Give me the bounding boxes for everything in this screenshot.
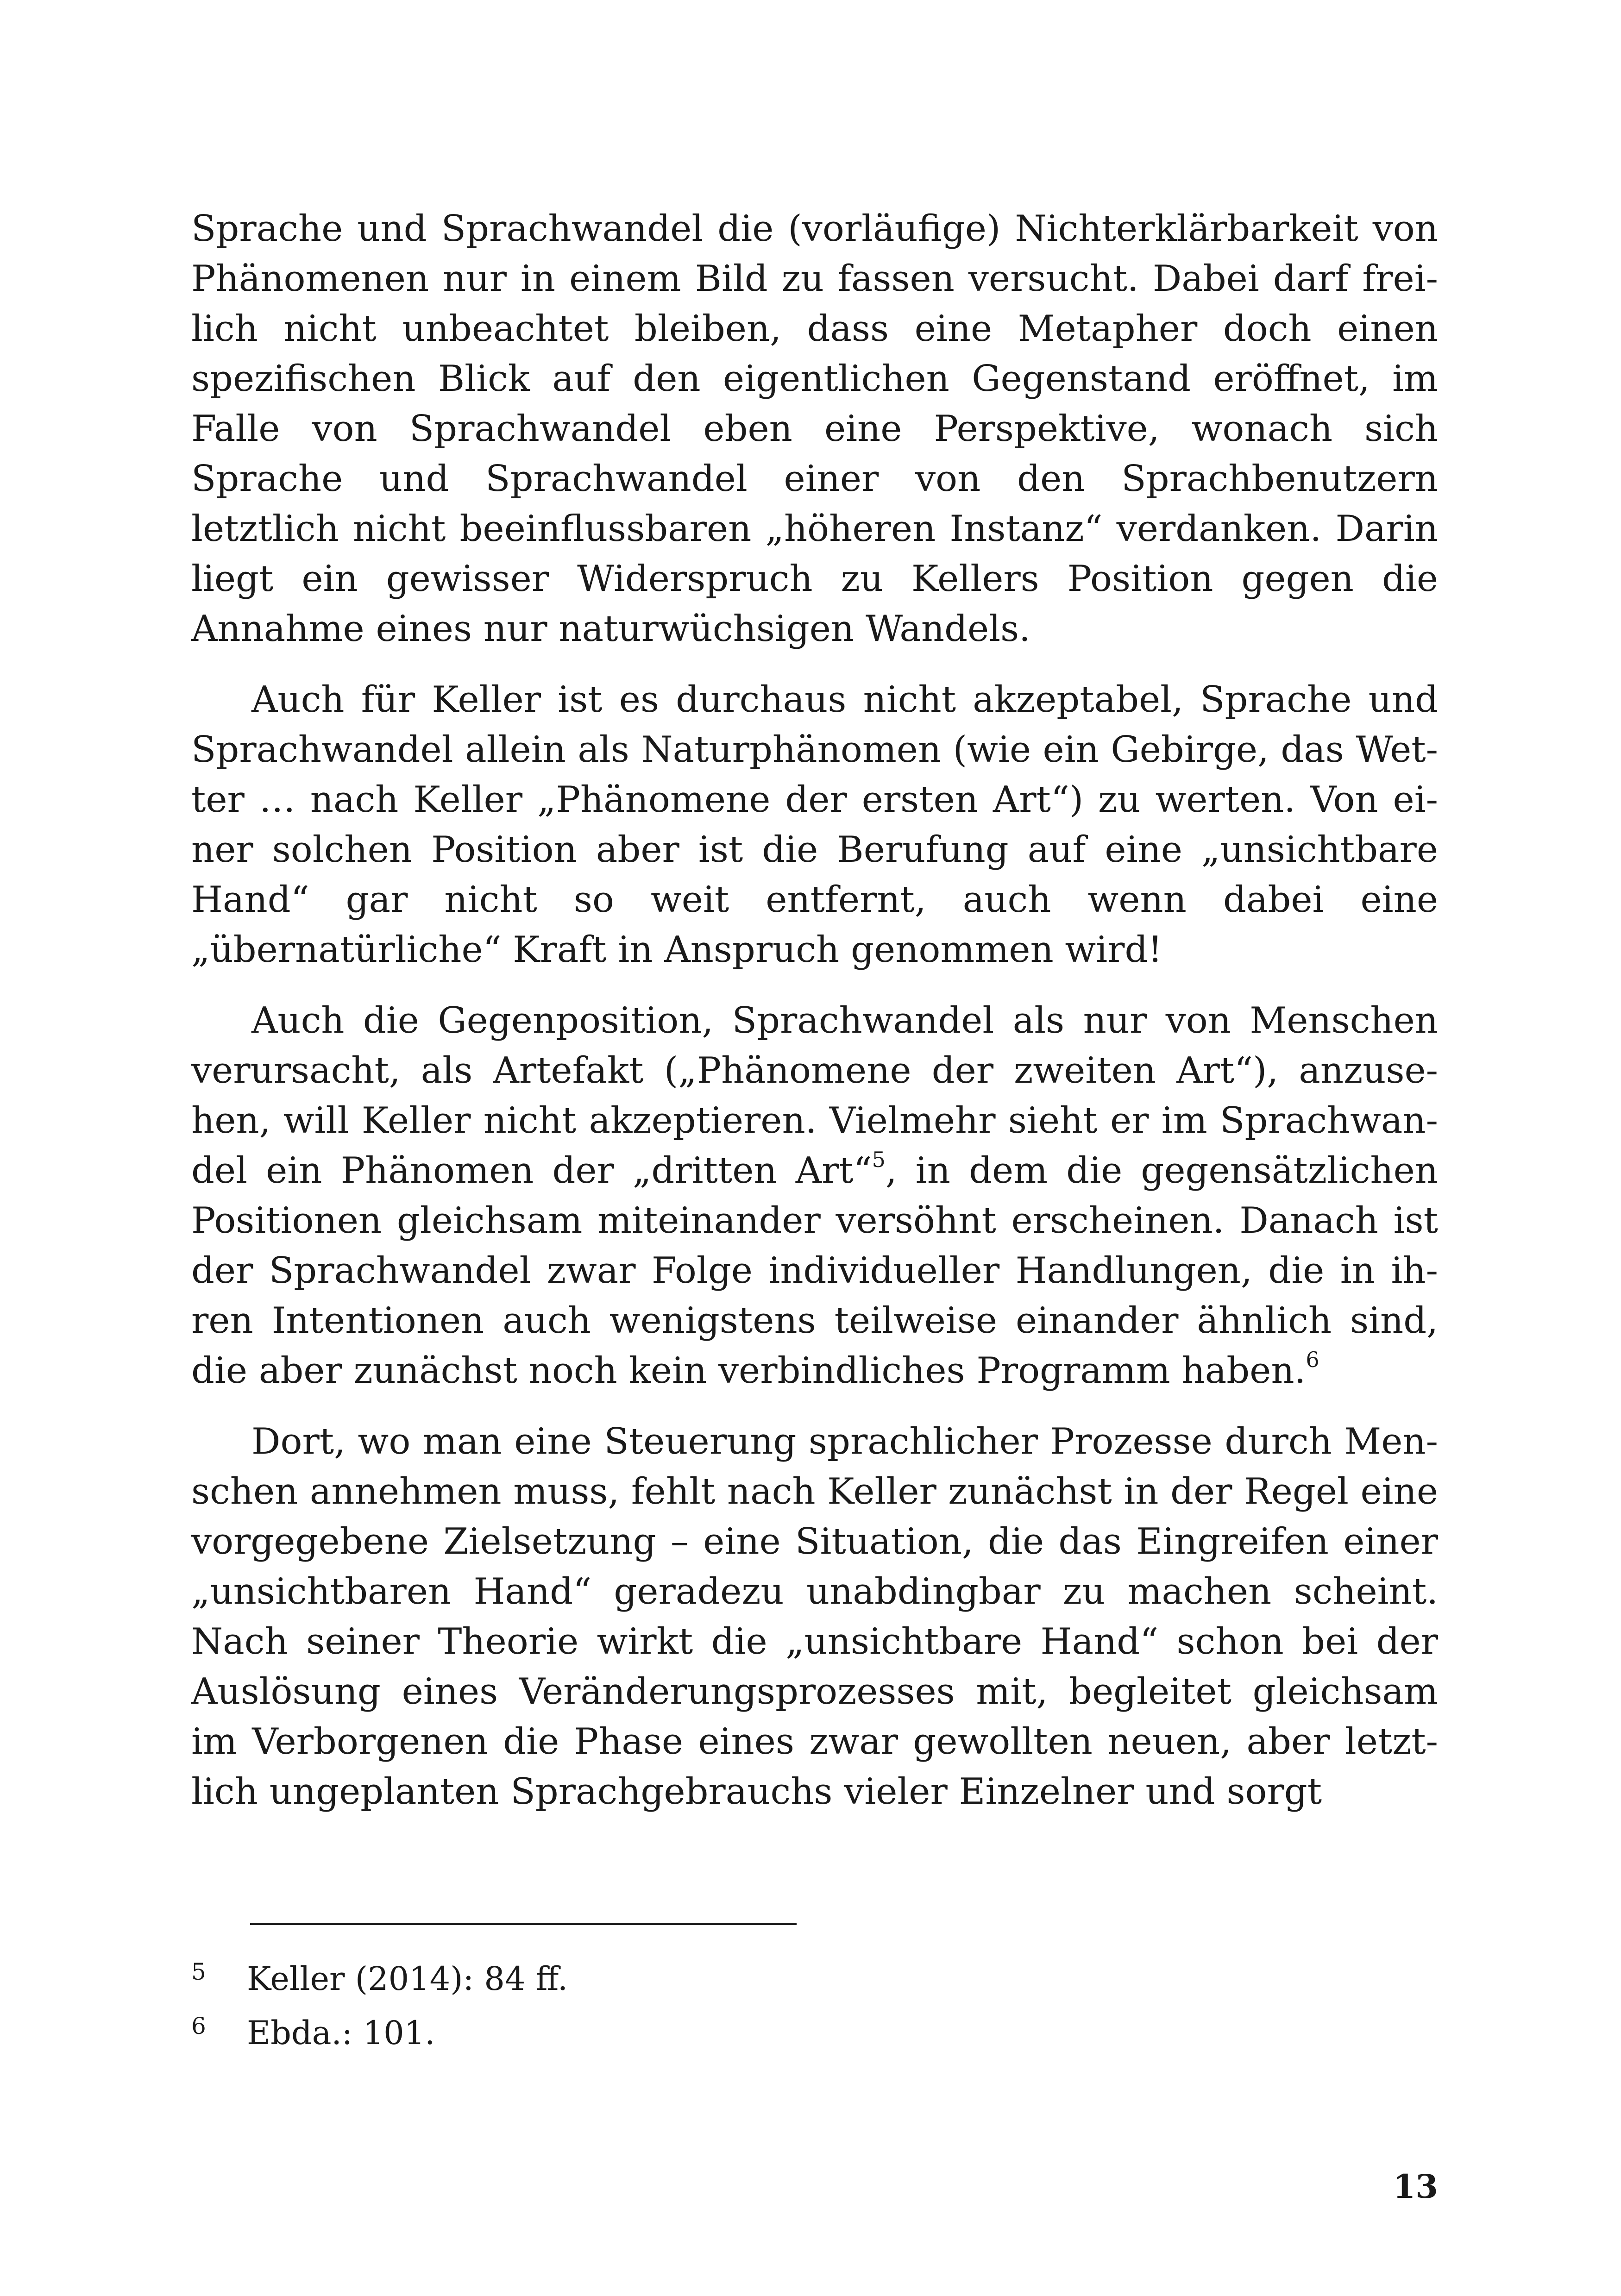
footnote-number: 6 — [191, 2013, 206, 2039]
page-number: 13 — [1393, 2167, 1438, 2206]
paragraph-1: Sprache und Sprachwandel die (vorläufige) Nichterklärbarkeit von Phänomenen nur in einem Bild zu fassen versucht. Dabei darf freilich nicht unbeachtet bleiben, dass eine Metapher doch einen spezifischen Blick auf den eigentlichen Gegenstand eröffnet, im Falle von Sprachwandel eben eine Perspektive, wonach sich Sprache und Sprachwandel einer von den Sprachbenutzern letztlich nicht beeinflussbaren „höheren Instanz“ verdanken. Darin liegt ein gewisser Widerspruch zu Kellers Position gegen die Annahme eines nur naturwüchsigen Wandels. — [191, 208, 1438, 650]
paragraph-4: Dort, wo man eine Steuerung sprachlicher Prozesse durch Menschen annehmen muss, fehlt nach Keller zunächst in der Regel eine vorgegebene Zielsetzung – eine Situation, die das Eingreifen einer „unsichtbaren Hand“ geradezu unabdingbar zu machen scheint. Nach seiner Theorie wirkt die „unsichtbare Hand“ schon bei der Auslösung eines Veränderungsprozesses mit, begleitet gleichsam im Verborgenen die Phase eines zwar gewollten neuen, aber letztlich ungeplanten Sprachgebrauchs vieler Einzelner und sorgt — [191, 1421, 1438, 1813]
footnote-divider — [250, 1923, 797, 1925]
footnote-6 — [191, 2007, 1438, 2062]
paragraph-3-part-a: Auch die Gegenposition, Sprachwandel als nur von Menschen verursacht, als Artefakt („Phänomene der zweiten Art“), anzusehen, will Keller nicht akzeptieren. Vielmehr sieht er im Sprachwandel ein Phänomen der „dritten Art“ — [191, 1000, 1438, 1192]
footnote-ref-6[interactable]: 6 — [1306, 1347, 1319, 1372]
footnote-5 — [191, 1953, 1438, 2007]
paragraph-3 — [191, 996, 1438, 1396]
paragraph-2: Auch für Keller ist es durchaus nicht akzeptabel, Sprache und Sprachwandel allein als Naturphänomen (wie ein Gebirge, das Wetter … nach Keller „Phänomene der ersten Art“) zu werten. Von einer solchen Position aber ist die Berufung auf eine „unsichtbare Hand“ gar nicht so weit entfernt, auch wenn dabei eine „übernatürliche“ Kraft in Anspruch genommen wird! — [191, 679, 1438, 971]
footnote-text: Keller (2014): 84 ff. — [247, 1960, 568, 1998]
body-text — [191, 204, 1438, 1838]
footnote-number: 5 — [191, 1958, 206, 1985]
footnote-ref-5[interactable]: 5 — [872, 1147, 886, 1172]
paragraph-3-part-b: , in dem die gegensätzlichen Positionen gleichsam miteinander versöhnt erscheinen. Danach ist der Sprachwandel zwar Folge individueller Handlungen, die in ihren Intentionen auch wenigstens teilweise einander ähnlich sind, die aber zunächst noch kein verbindliches Programm haben. — [191, 1150, 1438, 1392]
footnotes — [191, 1953, 1438, 2062]
footnote-text: Ebda.: 101. — [247, 2014, 435, 2052]
